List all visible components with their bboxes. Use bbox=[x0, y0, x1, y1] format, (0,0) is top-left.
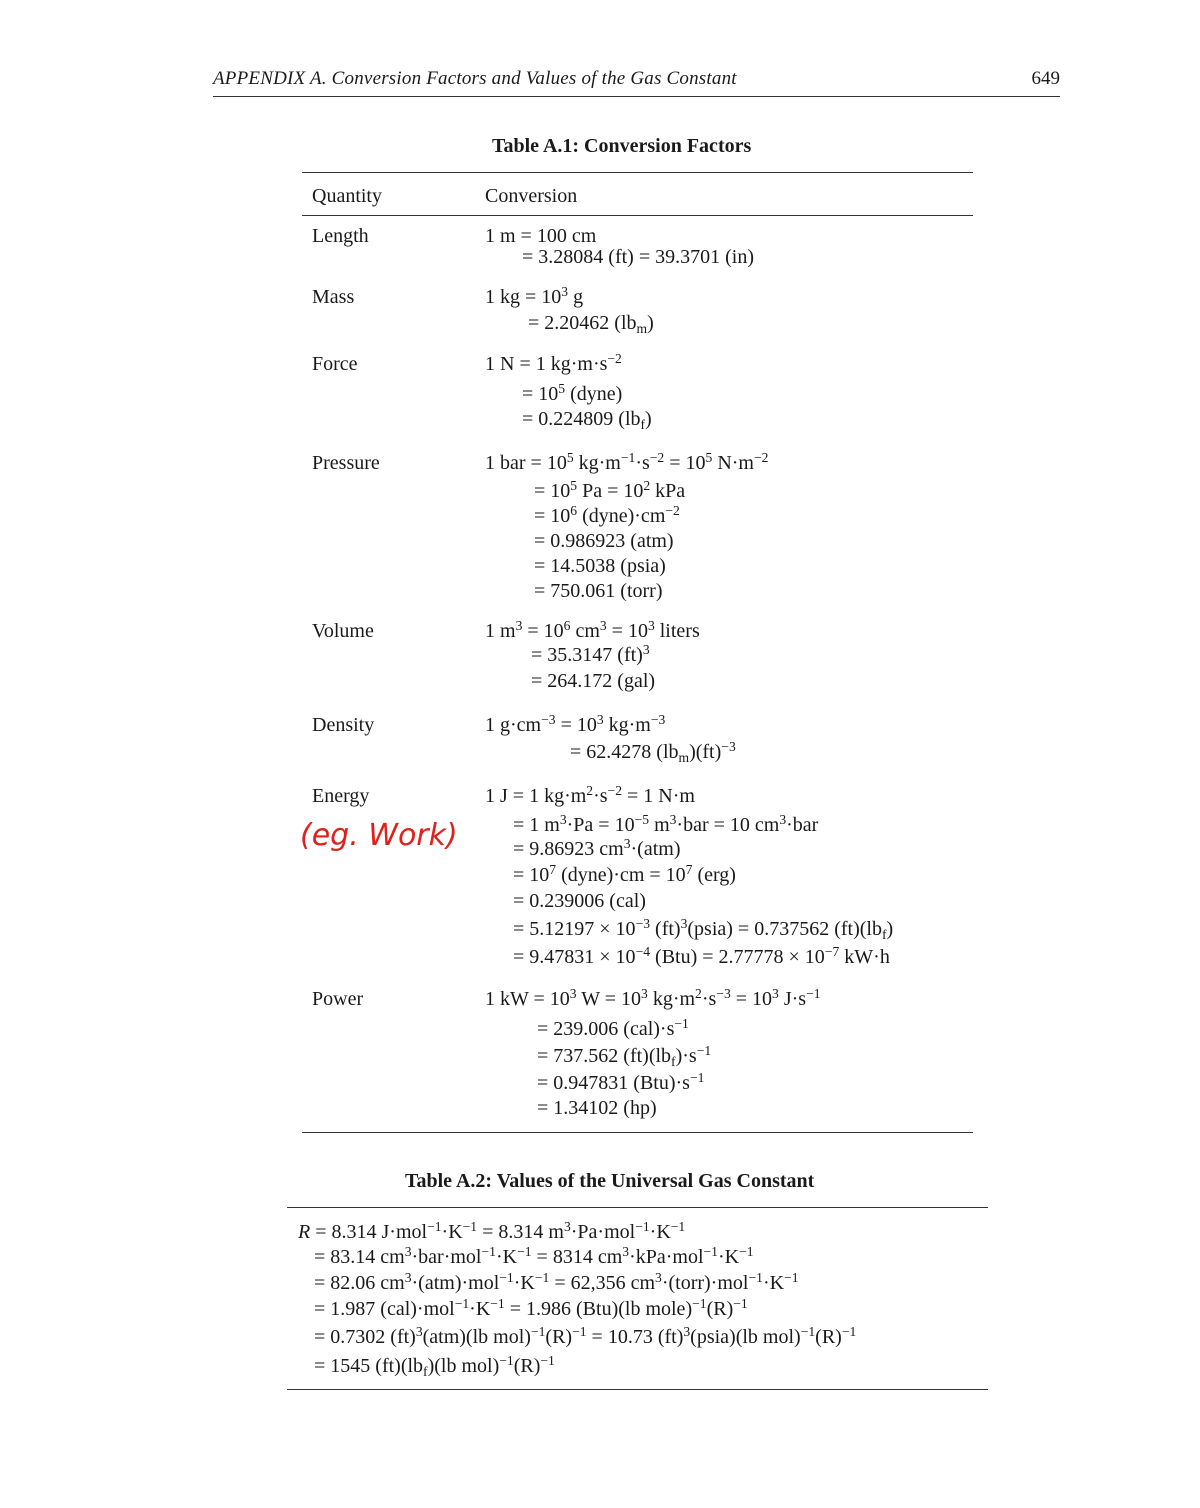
gas-constant-line: = 0.7302 (ft)$^3$(atm)(lb $mol)^{-1}(R)^{-1} = 10.73$ (ft)$^3$(psia)(lb $mol)^{-1}(R)^{-1}$ bbox=[314, 1323, 857, 1348]
running-title: APPENDIX A. Conversion Factors and Values of the Gas Constant bbox=[213, 68, 737, 89]
table-a1-bottom-rule bbox=[302, 1132, 973, 1133]
formula-line: = $5.12197 \times 10^{-3}$ (ft)$^3$(psia) = 0.737562 $(ft)(lb_f)$ bbox=[513, 915, 894, 943]
formula-line: = 62.4278 $(lb_m)(ft)^{-3}$ bbox=[570, 738, 736, 766]
formula-line: 1 kW = $10^3$ $W = 10^3$ $kg\cdot m^2\cdot s^{-3} = 10^3$ $J\cdot s^{-1}$ bbox=[485, 985, 821, 1010]
table-a2-bottom-rule bbox=[287, 1389, 988, 1390]
formula-line: = 2.20462 $(lb_m)$ bbox=[528, 312, 654, 337]
formula-line: = 0.986923 (atm) bbox=[534, 530, 674, 552]
formula-line: = 35.3147 (ft)$^3$ bbox=[531, 641, 650, 666]
formula-line: = $10^7$ (dyne)·cm = $10^7$ (erg) bbox=[513, 861, 736, 886]
formula-line: = 750.061 (torr) bbox=[534, 580, 663, 602]
formula-line: = 1.34102 (hp) bbox=[537, 1097, 657, 1119]
table-a1-top-rule bbox=[302, 172, 973, 173]
table-a2-caption: Table A.2: Values of the Universal Gas Constant bbox=[405, 1170, 815, 1192]
formula-line: 1 J = 1 $kg\cdot m^2\cdot s^{-2} = 1$ N·m bbox=[485, 782, 695, 807]
formula-line: = 1 $m^3\cdot Pa = 10^{-5}$ $m^3\cdot bar = 10$ $cm^3\cdot bar$ bbox=[513, 811, 819, 836]
formula-line: = 0.239006 (cal) bbox=[513, 890, 646, 912]
quantity-energy: Energy bbox=[312, 785, 370, 807]
gas-constant-line: = 1545 $(ft)(lb_f)(lb$ $mol)^{-1}(R)^{-1}$ bbox=[314, 1352, 555, 1380]
formula-line: = 737.562 $(ft)(lb_f)\cdot s^{-1}$ bbox=[537, 1042, 712, 1070]
formula-line: = $10^5$ (dyne) bbox=[522, 380, 623, 405]
gas-constant-line: R = 8.314 $J\cdot mol^{-1}\cdot K^{-1} = 8.314$ $m^3\cdot Pa\cdot mol^{-1}\cdot K^{-1}$ bbox=[298, 1218, 686, 1243]
formula-line: = 239.006 $(cal)\cdot s^{-1}$ bbox=[537, 1015, 689, 1040]
quantity-density: Density bbox=[312, 714, 375, 736]
quantity-power: Power bbox=[312, 988, 364, 1010]
annotation-text: (eg. Work) bbox=[300, 818, 458, 853]
quantity-length: Length bbox=[312, 225, 369, 247]
formula-line: = $9.47831 \times 10^{-4}$ $(Btu) = 2.77778 \times 10^{-7}$ kW·h bbox=[513, 943, 890, 968]
formula-line: 1 N = 1 $kg\cdot m\cdot s^{-2}$ bbox=[485, 350, 622, 375]
table-a1-header-rule bbox=[302, 215, 973, 216]
running-header bbox=[213, 66, 1060, 97]
formula-line: 1 kg = $10^3$ g bbox=[485, 283, 584, 308]
formula-line: 1 bar = $10^5$ $kg\cdot m^{-1}\cdot s^{-2} = 10^5$ $N\cdot m^{-2}$ bbox=[485, 449, 769, 474]
formula-line: = 0.224809 $(lb_f)$ bbox=[522, 408, 652, 433]
formula-line: 1 $m^3 = 10^6$ $cm^3 = 10^3$ liters bbox=[485, 617, 700, 642]
table-a1-caption: Table A.1: Conversion Factors bbox=[492, 135, 752, 157]
table-a2-top-rule bbox=[287, 1207, 988, 1208]
formula-line: = $10^5$ $Pa = 10^2$ kPa bbox=[534, 477, 686, 502]
column-header-quantity: Quantity bbox=[312, 185, 382, 207]
formula-line: 1 $g\cdot cm^{-3} = 10^3$ $kg\cdot m^{-3}$ bbox=[485, 711, 666, 736]
formula-line: = 0.947831 $(Btu)\cdot s^{-1}$ bbox=[537, 1069, 705, 1094]
quantity-volume: Volume bbox=[312, 620, 374, 642]
handwritten-annotation bbox=[300, 813, 458, 859]
quantity-force: Force bbox=[312, 353, 358, 375]
quantity-pressure: Pressure bbox=[312, 452, 380, 474]
formula-line: = 3.28084 (ft) = 39.3701 (in) bbox=[522, 246, 754, 268]
column-header-conversion: Conversion bbox=[485, 185, 578, 207]
gas-constant-line: = 83.14 $cm^3\cdot bar\cdot mol^{-1}\cdot K^{-1} = 8314$ $cm^3\cdot kPa\cdot mol^{-1}\cdot K^{-1}$ bbox=[314, 1243, 754, 1268]
page-number: 649 bbox=[1031, 68, 1060, 89]
formula-line: = 264.172 (gal) bbox=[531, 670, 656, 692]
formula-line: = 9.86923 $cm^3\cdot(atm)$ bbox=[513, 835, 681, 860]
formula-line: = 14.5038 (psia) bbox=[534, 555, 666, 577]
quantity-mass: Mass bbox=[312, 286, 355, 308]
formula-line: = $10^6$ $(dyne)\cdot cm^{-2}$ bbox=[534, 502, 680, 527]
formula-line: 1 m = 100 cm bbox=[485, 225, 597, 247]
gas-constant-line: = 1.987 $(cal)\cdot mol^{-1}\cdot K^{-1} = 1.986$ (Btu)(lb $mole)^{-1}(R)^{-1}$ bbox=[314, 1295, 748, 1320]
gas-constant-line: = 82.06 $cm^3\cdot(atm)\cdot mol^{-1}\cdot K^{-1} = 62,356$ $cm^3\cdot(torr)\cdot mol^{-1}\cdot K^{-1}$ bbox=[314, 1269, 799, 1294]
